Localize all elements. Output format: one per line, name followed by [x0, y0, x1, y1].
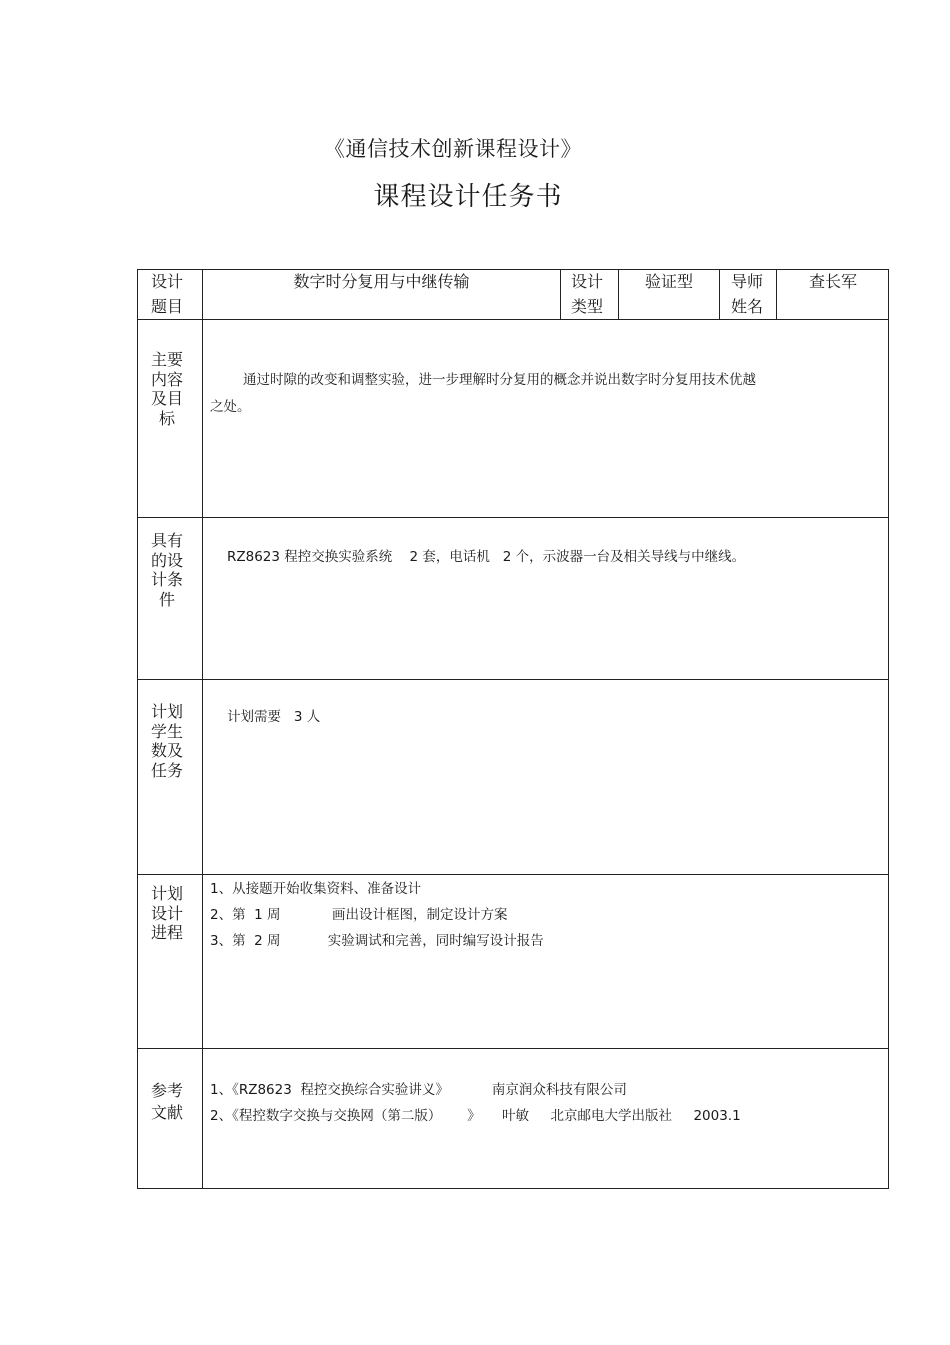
label-column-divider: [202, 269, 203, 1189]
design-type-label: [565, 269, 609, 319]
conditions-label: 具有的设计条件: [150, 531, 183, 609]
document-title: 《通信技术创新课程设计》: [324, 137, 582, 161]
content-goals-label: 主要内容及目标: [150, 350, 183, 428]
design-type-label-line2: 类型: [570, 297, 603, 316]
design-type-value: 验证型: [644, 272, 693, 291]
row-divider: [137, 874, 889, 875]
reference-item: 1、《RZ8623 程控交换综合实验讲义》 南京润众科技有限公司: [210, 1082, 627, 1098]
schedule-label: 计划设计进程: [150, 884, 183, 942]
row-divider: [137, 517, 889, 518]
advisor-label: [725, 269, 769, 319]
content-goals-text-line2: 之处。: [210, 399, 251, 415]
references-label: 参考文献: [150, 1081, 183, 1122]
schedule-item: 3、第 2 周 实验调试和完善，同时编写设计报告: [210, 933, 544, 949]
row-divider: [137, 1048, 889, 1049]
advisor-label-line1: 导师: [730, 272, 763, 291]
row-divider: [137, 679, 889, 680]
topic-value: 数字时分复用与中继传输: [293, 272, 470, 291]
conditions-text: RZ8623 程控交换实验系统 2 套，电话机 2 个，示波器一台及相关导线与中继线。: [227, 549, 746, 565]
document-subtitle: 课程设计任务书: [373, 182, 563, 212]
schedule-item: 2、第 1 周 画出设计框图，制定设计方案: [210, 907, 508, 923]
content-goals-text-line1: 通过时隙的改变和调整实验，进一步理解时分复用的概念并说出数字时分复用技术优越: [243, 372, 756, 388]
topic-label-line2: 题目: [150, 297, 183, 316]
reference-item: 2、《程控数字交换与交换网（第二版） 》 叶敏 北京邮电大学出版社 2003.1: [210, 1108, 741, 1124]
students-label: 计划学生数及任务: [150, 702, 183, 780]
topic-label: [145, 269, 189, 319]
schedule-item: 1、从接题开始收集资料、准备设计: [210, 881, 422, 897]
advisor-value: 查长军: [808, 272, 857, 291]
header-column-divider: [719, 269, 720, 320]
header-column-divider: [560, 269, 561, 320]
students-text: 计划需要 3 人: [227, 709, 321, 725]
advisor-label-line2: 姓名: [730, 297, 763, 316]
topic-label-line1: 设计: [150, 272, 183, 291]
design-type-label-line1: 设计: [570, 272, 603, 291]
